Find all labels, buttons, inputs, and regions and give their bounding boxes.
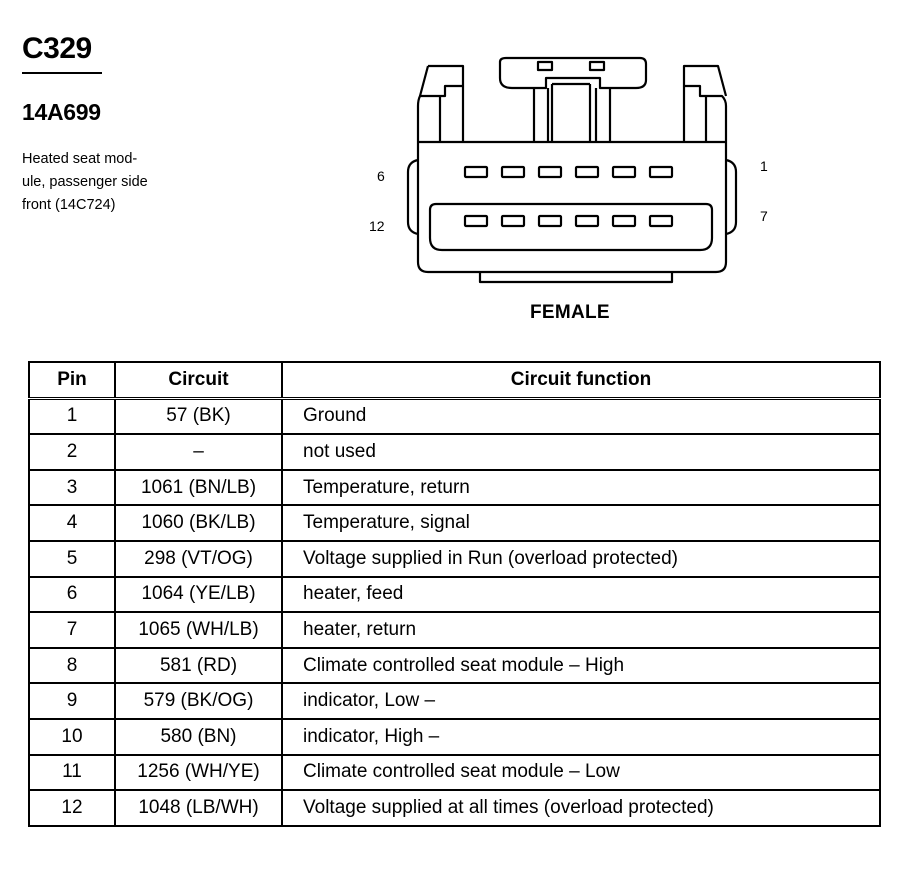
pin-number-cell: 7 [29,612,115,648]
description-line: Heated seat mod- [22,151,138,167]
pin-number-cell: 11 [29,755,115,791]
table-row [29,505,880,541]
circuit-cell: 1065 (WH/LB) [115,612,282,648]
pin-number-cell: 12 [29,790,115,826]
table-row [29,683,880,719]
pin-number-cell: 6 [29,577,115,613]
pin-number-cell: 3 [29,470,115,506]
header-pin: Pin [29,362,115,398]
connector-bottom-tab [480,272,672,282]
side-rib-left [408,160,418,234]
table-row [29,577,880,613]
pin-label-1: 1 [760,158,768,174]
terminal-slot [576,167,598,177]
pin-number-cell: 8 [29,648,115,684]
terminal-row-top [465,167,672,177]
table-header-row [29,362,880,398]
terminal-slot [613,167,635,177]
circuit-function-cell: Climate controlled seat module – High [282,648,880,684]
terminal-slot [576,216,598,226]
circuit-function-cell: Voltage supplied in Run (overload protected) [282,541,880,577]
terminal-slot [613,216,635,226]
connector-gender-label: FEMALE [530,302,610,323]
circuit-cell: 580 (BN) [115,719,282,755]
terminal-slot [539,167,561,177]
circuit-cell: – [115,434,282,470]
circuit-cell: 1048 (LB/WH) [115,790,282,826]
circuit-cell: 579 (BK/OG) [115,683,282,719]
circuit-function-cell: not used [282,434,880,470]
connector-face-diagram [360,50,780,290]
title-underline [22,72,102,74]
terminal-slot [539,216,561,226]
pin-number-cell: 10 [29,719,115,755]
circuit-function-cell: indicator, Low – [282,683,880,719]
circuit-cell: 1064 (YE/LB) [115,577,282,613]
circuit-cell: 57 (BK) [115,398,282,434]
table-body [29,398,880,826]
terminal-slot [502,216,524,226]
terminal-slot [465,167,487,177]
connector-title: C329 [22,32,92,65]
latch-slot [538,62,552,70]
terminal-slot [465,216,487,226]
circuit-function-cell: Climate controlled seat module – Low [282,755,880,791]
circuit-function-cell: Ground [282,398,880,434]
table-row [29,470,880,506]
circuit-function-cell: heater, return [282,612,880,648]
description-line: front (14C724) [22,197,116,213]
table-row [29,719,880,755]
circuit-cell: 1256 (WH/YE) [115,755,282,791]
table-row [29,755,880,791]
terminal-row-bottom [465,216,672,226]
circuit-function-cell: Voltage supplied at all times (overload protected) [282,790,880,826]
table-row [29,612,880,648]
part-number: 14A699 [22,99,101,125]
circuit-function-cell: Temperature, return [282,470,880,506]
pin-number-cell: 5 [29,541,115,577]
pin-label-7: 7 [760,208,768,224]
pin-number-cell: 2 [29,434,115,470]
table-row [29,434,880,470]
terminal-slot [650,167,672,177]
circuit-cell: 581 (RD) [115,648,282,684]
pinout-table [28,361,881,827]
connector-description [22,148,182,217]
side-rib-right [726,160,736,234]
circuit-cell: 1060 (BK/LB) [115,505,282,541]
terminal-slot [650,216,672,226]
table-row [29,398,880,434]
table-row [29,790,880,826]
table-row [29,541,880,577]
circuit-cell: 1061 (BN/LB) [115,470,282,506]
header-circuit-function: Circuit function [282,362,880,398]
circuit-function-cell: indicator, High – [282,719,880,755]
pin-label-12: 12 [369,218,385,234]
circuit-function-cell: heater, feed [282,577,880,613]
pin-number-cell: 4 [29,505,115,541]
pin-number-cell: 1 [29,398,115,434]
circuit-cell: 298 (VT/OG) [115,541,282,577]
latch-slot [590,62,604,70]
header-circuit: Circuit [115,362,282,398]
terminal-slot [502,167,524,177]
description-line: ule, passenger side [22,174,148,190]
pin-label-6: 6 [377,168,385,184]
circuit-function-cell: Temperature, signal [282,505,880,541]
table-row [29,648,880,684]
pin-number-cell: 9 [29,683,115,719]
